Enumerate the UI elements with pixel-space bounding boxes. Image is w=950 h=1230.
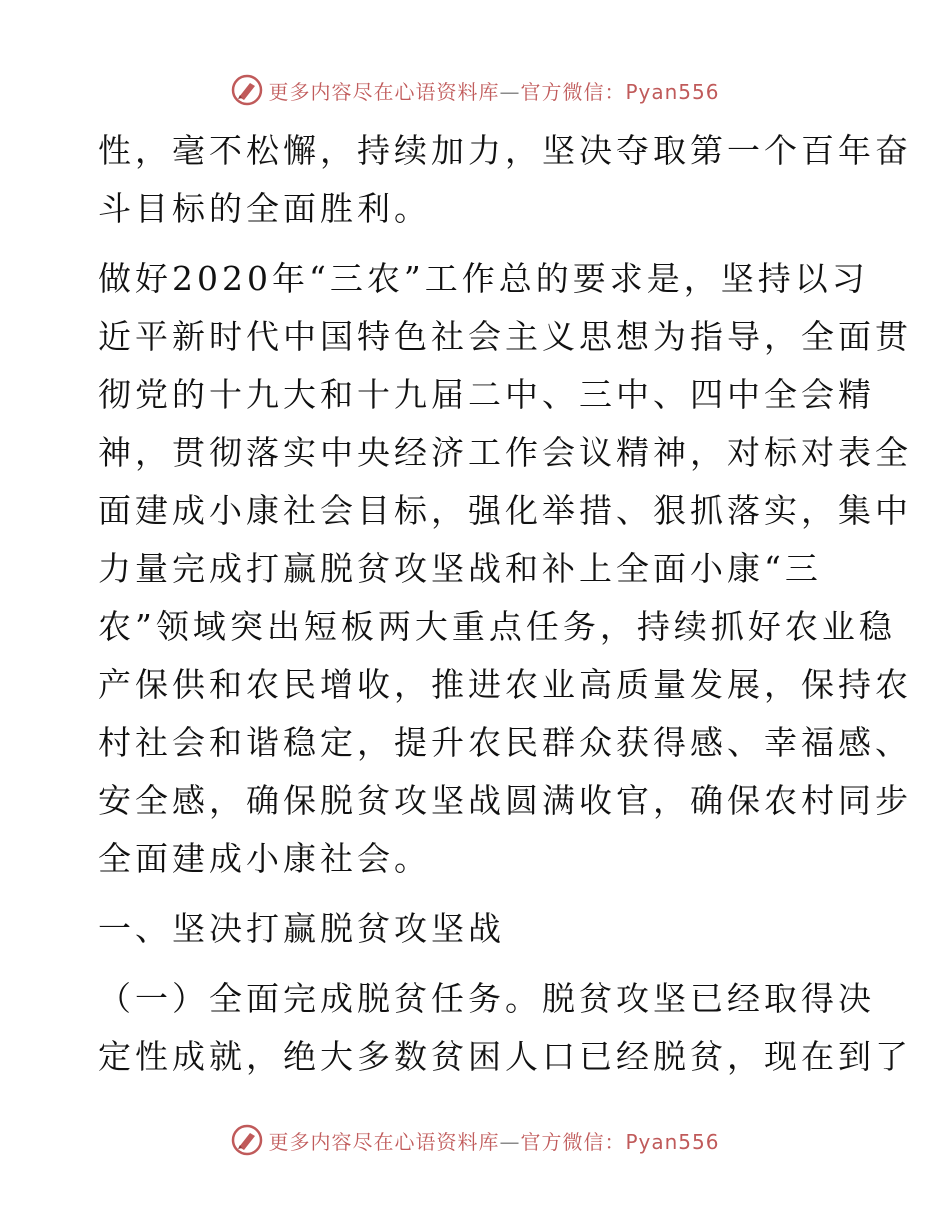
text-line: 神，贯彻落实中央经济工作会议精神，对标对表全 — [98, 433, 912, 472]
text-line: 农”领域突出短板两大重点任务，持续抓好农业稳 — [98, 607, 896, 646]
text-line: 近平新时代中国特色社会主义思想为指导，全面贯 — [98, 317, 912, 356]
text-line: 全面建成小康社会。 — [98, 839, 431, 878]
text-line: 定性成就，绝大多数贫困人口已经脱贫，现在到了 — [98, 1037, 912, 1076]
paragraph-1 — [98, 122, 912, 238]
watermark-prefix: 更多内容尽在心语资料库 — [268, 1129, 500, 1154]
logo-icon — [230, 73, 264, 107]
text-line: 力量完成打赢脱贫攻坚战和补上全面小康“三 — [98, 549, 822, 588]
logo-icon — [230, 1123, 264, 1157]
watermark-separator: — — [499, 79, 521, 104]
text-line: 村社会和谐稳定，提升农民群众获得感、幸福感、 — [98, 723, 912, 762]
paragraph-3 — [98, 970, 912, 1086]
text-line: 产保供和农民增收，推进农业高质量发展，保持农 — [98, 665, 912, 704]
watermark-suffix: 官方微信：Pyan556 — [520, 79, 720, 104]
document-body — [98, 122, 912, 1086]
watermark-text — [268, 76, 719, 105]
watermark-separator: — — [499, 1129, 521, 1154]
text-line: 性，毫不松懈，持续加力，坚决夺取第一个百年奋 — [98, 131, 912, 170]
text-line: 面建成小康社会目标，强化举措、狠抓落实，集中 — [98, 491, 912, 530]
text-line: 做好2020年“三农”工作总的要求是，坚持以习 — [98, 259, 869, 298]
text-line: 安全感，确保脱贫攻坚战圆满收官，确保农村同步 — [98, 781, 912, 820]
section-heading — [98, 900, 858, 958]
text-line: 彻党的十九大和十九届二中、三中、四中全会精 — [98, 375, 875, 414]
text-line: 斗目标的全面胜利。 — [98, 189, 431, 228]
paragraph-2 — [98, 250, 912, 888]
watermark-text — [268, 1126, 719, 1155]
heading-text: 一、坚决打赢脱贫攻坚战 — [98, 909, 505, 948]
footer-watermark — [0, 1120, 950, 1160]
watermark-suffix: 官方微信：Pyan556 — [520, 1129, 720, 1154]
watermark-prefix: 更多内容尽在心语资料库 — [268, 79, 500, 104]
text-line: （一）全面完成脱贫任务。脱贫攻坚已经取得决 — [98, 979, 875, 1018]
header-watermark — [0, 70, 950, 110]
